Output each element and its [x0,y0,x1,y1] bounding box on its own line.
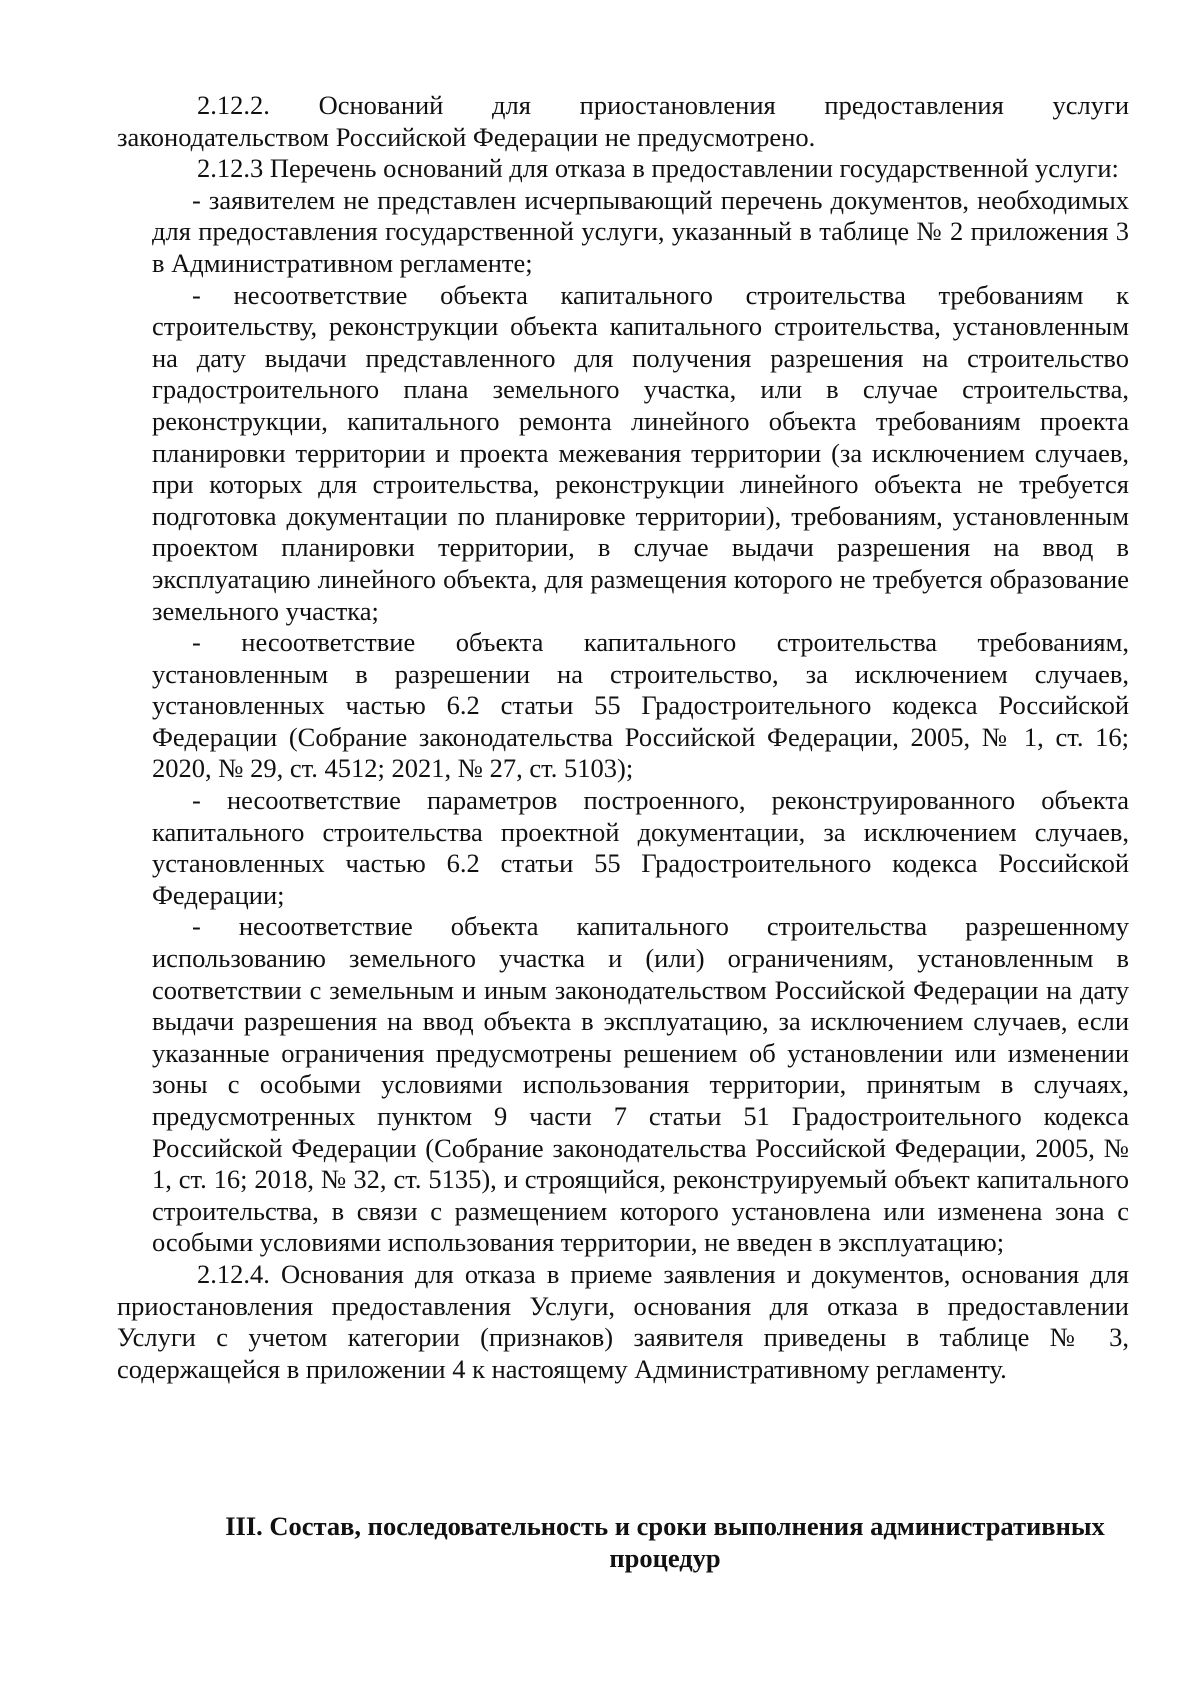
document-body [117,90,1129,1385]
list-item: - несоответствие объекта капитального строительства разрешенному использованию земельного участка и (или) ограничениям, установленным в соответствии с земельным и иным законодательством Российской Федерации на дату выдачи разрешения на ввод объекта в эксплуатацию, за исключением случаев, если указанные ограничения предусмотрены решением об установлении или изменении зоны с особыми условиями использования территории, принятым в случаях, предусмотренных пунктом 9 части 7 статьи 51 Градостроительного кодекса Российской Федерации (Собрание законодательства Российской Федерации, 2005, № 1, ст. 16; 2018, № 32, ст. 5135), и строящийся, реконструируемый объект капитального строительства, в связи с размещением которого установлена или изменена зона с особыми условиями использования территории, не введен в эксплуатацию; [152,911,1129,1258]
paragraph-2-12-4: 2.12.4. Основания для отказа в приеме заявления и документов, основания для приостановления предоставления Услуги, основания для отказа в предоставлении Услуги с учетом категории (признаков) заявителя приведены в таблице № 3, содержащейся в приложении 4 к настоящему Административному регламенту. [117,1258,1129,1384]
section-heading-line1: III. Состав, последовательность и сроки выполнения административных [225,1511,1105,1541]
list-item: - несоответствие объекта капитального строительства требованиям, установленным в разрешении на строительство, за исключением случаев, установленных частью 6.2 статьи 55 Градостроительного кодекса Российской Федерации (Собрание законодательства Российской Федерации, 2005, № 1, ст. 16; 2020, № 29, ст. 4512; 2021, № 27, ст. 5103); [152,627,1129,784]
list-item: - несоответствие объекта капитального строительства требованиям к строительству, реконструкции объекта капитального строительства, установленным на дату выдачи представленного для получения разрешения на строительство градостроительного плана земельного участка, или в случае строительства, реконструкции, капитального ремонта линейного объекта требованиям проекта планировки территории и проекта межевания территории (за исключением случаев, при которых для строительства, реконструкции линейного объекта не требуется подготовка документации по планировке территории), требованиям, установленным проектом планировки территории, в случае выдачи разрешения на ввод в эксплуатацию линейного объекта, для размещения которого не требуется образование земельного участка; [152,279,1129,626]
section-heading [200,1510,1130,1574]
paragraph-2-12-2: 2.12.2. Оснований для приостановления предоставления услуги законодательством Российской Федерации не предусмотрено. [117,90,1129,152]
list-item: - несоответствие параметров построенного, реконструированного объекта капитального строительства проектной документации, за исключением случаев, установленных частью 6.2 статьи 55 Градостроительного кодекса Российской Федерации; [152,785,1129,910]
section-heading-line2: процедур [609,1543,721,1573]
list-item: - заявителем не представлен исчерпывающий перечень документов, необходимых для предоставления государственной услуги, указанный в таблице № 2 приложения 3 в Административном регламенте; [152,184,1129,278]
paragraph-2-12-3: 2.12.3 Перечень оснований для отказа в предоставлении государственной услуги: [197,153,1119,184]
